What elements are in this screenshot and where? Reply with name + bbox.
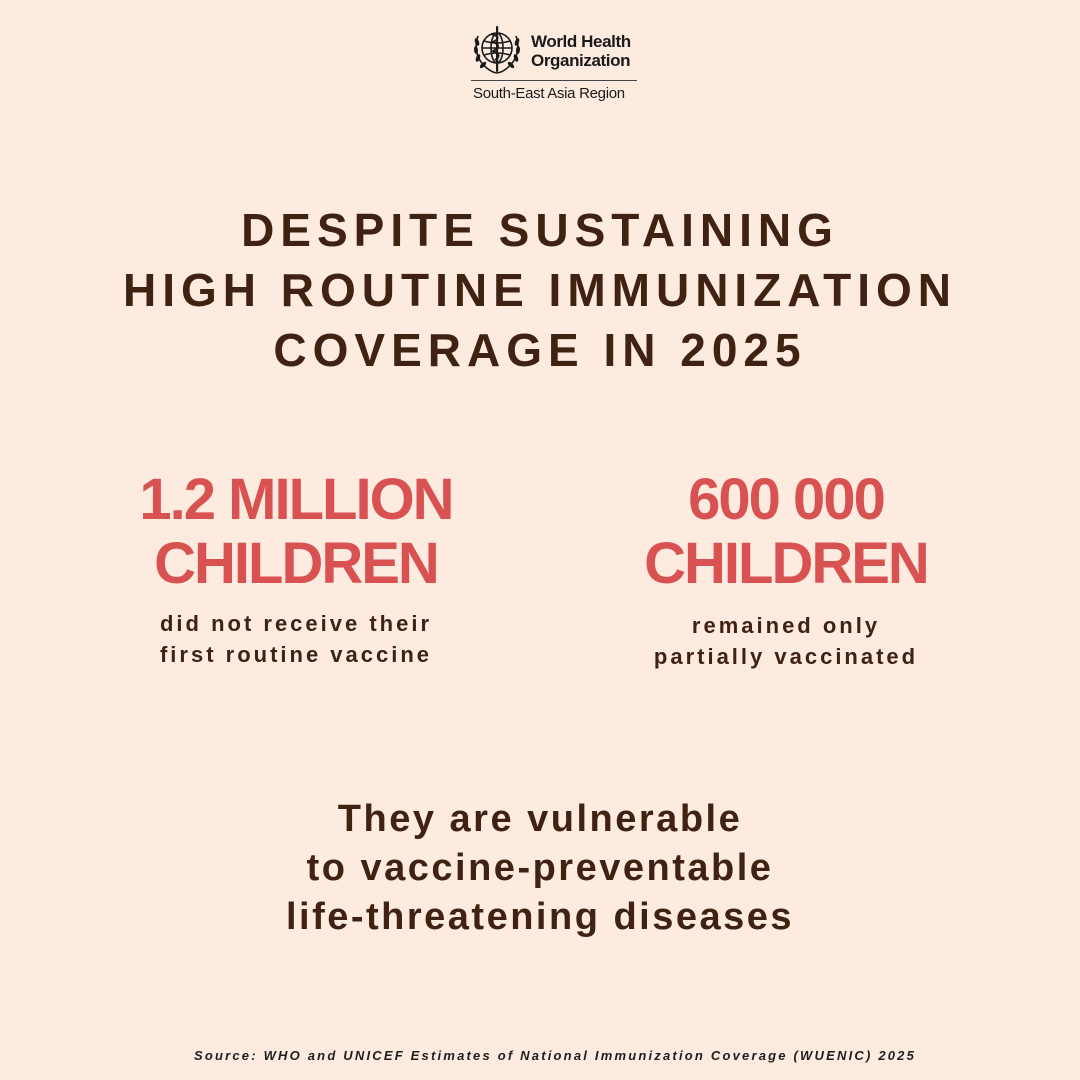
stat-caption: [66, 608, 526, 670]
organization-name-line1: World Health: [531, 32, 631, 51]
closing-line3: life-threatening diseases: [285, 896, 795, 938]
stat-caption-line2: first routine vaccine: [159, 642, 433, 667]
headline: [0, 200, 1080, 380]
who-logo: [469, 22, 639, 106]
stat-caption-line2: partially vaccinated: [653, 644, 919, 669]
stat-partially-vaccinated: [556, 468, 1016, 672]
headline-line2: HIGH ROUTINE IMMUNIZATION: [123, 264, 957, 316]
stat-figure-line2: CHILDREN: [154, 531, 438, 596]
closing-line1: They are vulnerable: [337, 798, 743, 840]
organization-name-line2: Organization: [531, 51, 631, 70]
stat-figure: [66, 468, 526, 596]
stat-caption: [556, 610, 1016, 672]
headline-line3: COVERAGE IN 2025: [273, 324, 807, 376]
stat-figure-line1: 600 000: [688, 467, 884, 532]
stat-figure-line2: CHILDREN: [644, 531, 928, 596]
who-emblem-icon: [469, 22, 525, 78]
stat-figure-line1: 1.2 MILLION: [139, 467, 453, 532]
stat-caption-line1: did not receive their: [159, 611, 433, 636]
stat-unvaccinated: [66, 468, 526, 670]
logo-divider: [471, 80, 637, 81]
headline-line1: DESPITE SUSTAINING: [241, 204, 839, 256]
organization-name: [531, 32, 639, 70]
stat-figure: [556, 468, 1016, 596]
stat-caption-line1: remained only: [691, 613, 881, 638]
closing-line2: to vaccine-preventable: [306, 847, 774, 889]
region-name: South-East Asia Region: [473, 85, 625, 102]
closing-statement: [0, 795, 1080, 942]
source-citation: Source: WHO and UNICEF Estimates of National Immunization Coverage (WUENIC) 2025: [193, 1048, 917, 1063]
